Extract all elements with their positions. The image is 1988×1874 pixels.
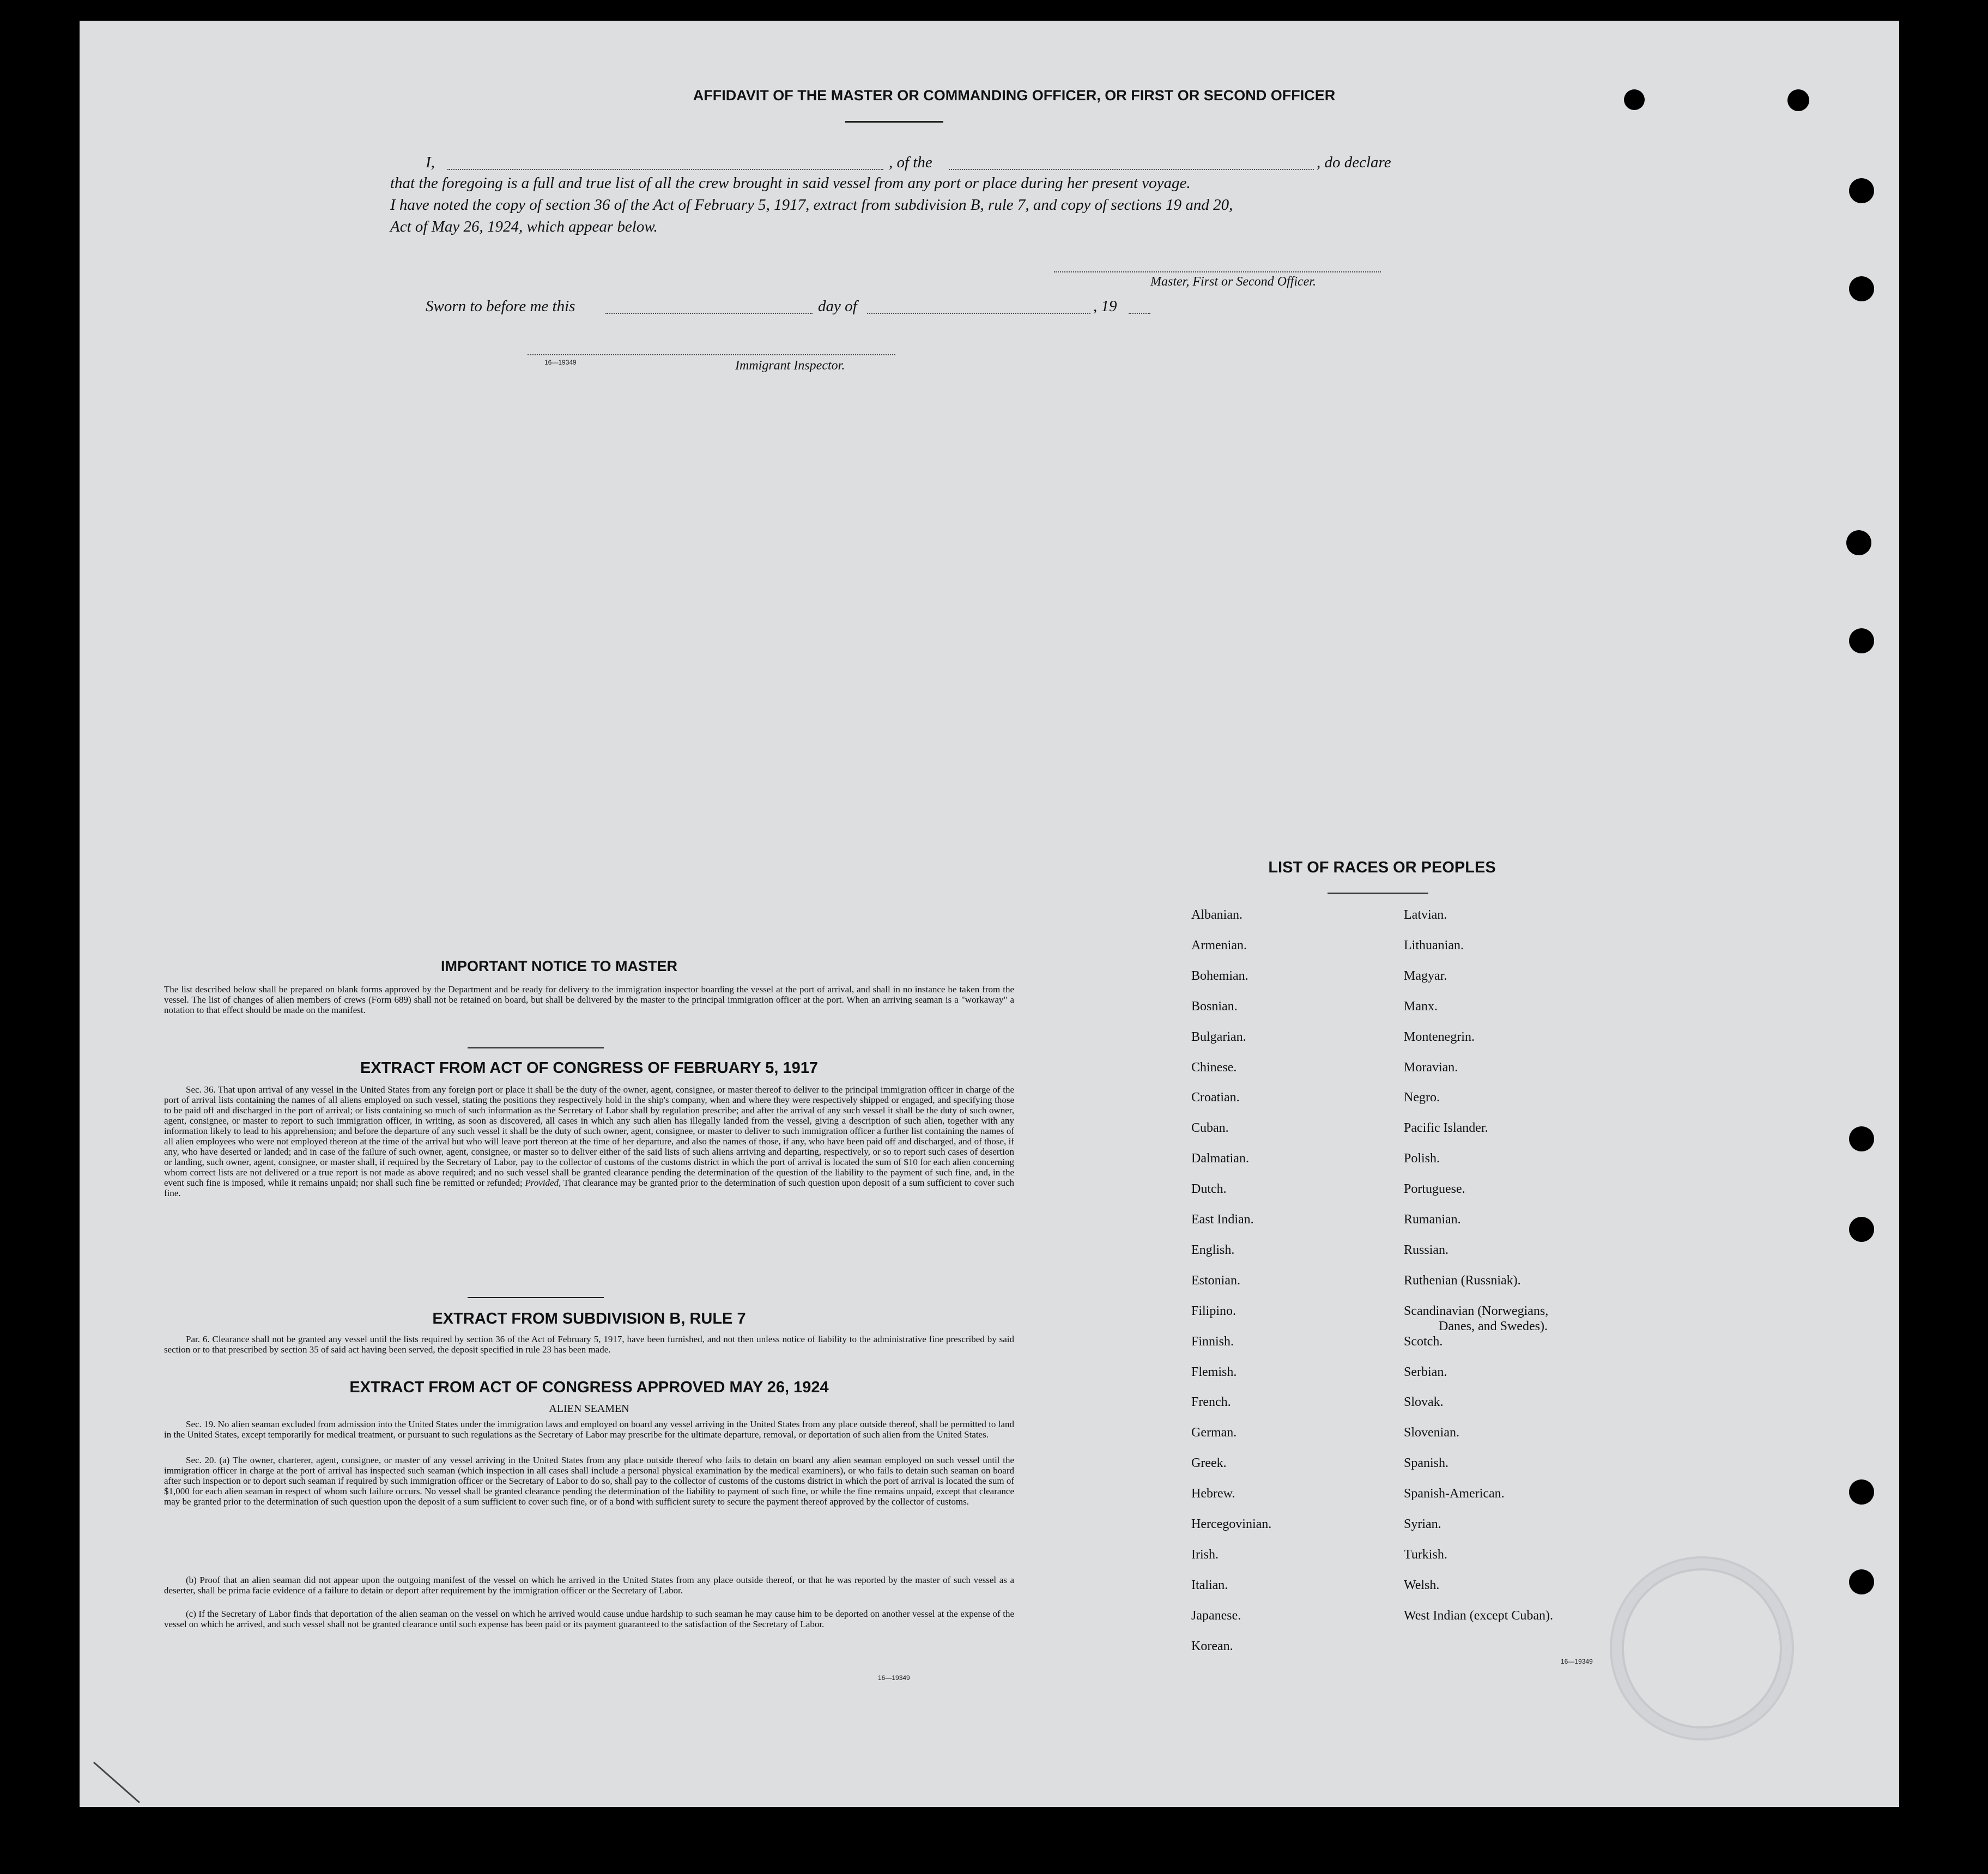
race-item: East Indian. xyxy=(1191,1212,1254,1227)
races-left-column xyxy=(1191,908,1409,1671)
sworn-year-field[interactable] xyxy=(1129,313,1150,314)
extract-1924-sec20a: Sec. 20. (a) The owner, charterer, agent, consignee, or master of any vessel arriving in the United States from any place outside thereof who fails to detain on board any alien seaman employed on such vessel until the immigration officer in charge at the port of arrival has inspected such seaman (which inspection in all cases shall include a personal physical examination by the medical examiners), or who fails to detain such seaman on board after such inspection or to deport such seaman if required by such immigration officer or the Secretary of Labor to do so, shall pay to the collector of customs of the customs district in which the port of arrival is located the sum of $1,000 for each alien seaman in respect of whom such failure occurs. No vessel shall be granted clearance pending the determination of the liability to payment of such fine, or while the fine remains unpaid, except that clearance may be granted prior to the determination of such question upon the deposit of a sum sufficient to cover such fine, or of a bond with sufficient surety to secure the payment thereof approved by the collector of customs. xyxy=(164,1455,1014,1507)
races-title-rule xyxy=(1328,893,1428,894)
vessel-prefix: , of the xyxy=(889,154,932,171)
race-item: Bosnian. xyxy=(1191,999,1238,1014)
extract-1924-sec20b: (b) Proof that an alien seaman did not appear upon the outgoing manifest of the vessel on which he arrived in the United States from any place outside thereof, or that he was reported by the master of such vessel as a deserter, shall be prima facie evidence of a failure to detain or deport after requirement by the immigration officer or the Secretary of Labor. xyxy=(164,1575,1014,1596)
extract-1917-text xyxy=(164,1084,1014,1198)
race-item: Greek. xyxy=(1191,1456,1227,1470)
sworn-day-of: day of xyxy=(818,298,857,315)
sworn-year: , 19 xyxy=(1093,298,1117,315)
race-item: Negro. xyxy=(1404,1090,1440,1105)
punch-hole xyxy=(1849,1126,1874,1151)
race-item: Manx. xyxy=(1404,999,1438,1014)
race-item: Magyar. xyxy=(1404,969,1447,983)
extract-1917-body: That upon arrival of any vessel in the United States from any foreign port or place it shall be the duty of the owner, agent, consignee, or master thereof to deliver to the principal immigration officer in charge of the port of arrival lists containing the names of all aliens employed on such vessel, stating the positions they respectively hold in the ship's company, when and where they were respectively shipped or engaged, and specifying those to be paid off and discharged in the port of arrival; or lists containing so much of such information as the Secretary of Labor shall by regulation prescribe; and after the arrival of any such vessel it shall be the duty of such owner, agent, consignee, or master to report to such immigration officer, in writing, as soon as discovered, all cases in which any such alien has illegally landed from the vessel, giving a description of such alien, together with any information likely to lead to his apprehension; and before the departure of any such vessel it shall be the duty of such owner, agent, consignee, or master to deliver to such immigration officer a further list containing the names of all alien employees who were not employed thereon at the time of the arrival but who will leave port thereon at the time of her departure, and also the names of those, if any, who have been paid off and discharged, and of those, if any, who have deserted or landed; and in case of the failure of such owner, agent, consignee, or master so to deliver either of the said lists of such aliens arriving and departing, respectively, or so to report such cases of desertion or landing, such owner, agent, consignee, or master shall, if required by the Secretary of Labor, pay to the collector of customs of the customs district in which the port of arrival is located the sum of $10 for each alien concerning whom correct lists are not delivered or a true report is not made as above required; and no such vessel shall be granted clearance pending the determination of the question of the liability to the payment of such fine, and, in the event such fine is imposed, while it remains unpaid; nor shall such fine be remitted or refunded; xyxy=(164,1084,1014,1188)
race-item: Slovak. xyxy=(1404,1395,1444,1409)
race-item: Slovenian. xyxy=(1404,1426,1459,1440)
race-item: Hercegovinian. xyxy=(1191,1517,1272,1531)
race-item: Croatian. xyxy=(1191,1090,1240,1105)
punch-hole xyxy=(1846,530,1871,555)
race-item: Welsh. xyxy=(1404,1578,1440,1592)
race-item: Scotch. xyxy=(1404,1335,1443,1349)
race-item: Latvian. xyxy=(1404,908,1447,922)
race-item: Moravian. xyxy=(1404,1060,1458,1075)
punch-hole xyxy=(1787,89,1809,111)
affidavit-title: AFFIDAVIT OF THE MASTER OR COMMANDING OFFICER, OR FIRST OR SECOND OFFICER xyxy=(693,87,1336,104)
race-item: Hebrew. xyxy=(1191,1487,1235,1501)
race-item: Spanish. xyxy=(1404,1456,1449,1470)
race-item: Estonian. xyxy=(1191,1273,1240,1288)
notice-rule xyxy=(468,1047,604,1048)
punch-hole xyxy=(1849,1569,1874,1594)
corner-crease xyxy=(90,1759,156,1808)
extract-1924-form-number: 16—19349 xyxy=(878,1674,910,1682)
notice-title: IMPORTANT NOTICE TO MASTER xyxy=(441,958,677,974)
race-item: Turkish. xyxy=(1404,1548,1447,1562)
sworn-prefix: Sworn to before me this xyxy=(426,298,575,315)
race-item: German. xyxy=(1191,1426,1237,1440)
punch-hole xyxy=(1849,178,1874,203)
signature-label: Master, First or Second Officer. xyxy=(1150,275,1316,289)
race-item: Rumanian. xyxy=(1404,1212,1461,1227)
punch-hole xyxy=(1849,1217,1874,1242)
embossed-seal xyxy=(1610,1556,1794,1740)
race-item: Bohemian. xyxy=(1191,969,1248,983)
race-item: Lithuanian. xyxy=(1404,938,1464,953)
extract-1917-rule xyxy=(468,1297,604,1298)
race-item: West Indian (except Cuban). xyxy=(1404,1609,1553,1623)
inspector-signature-line[interactable] xyxy=(528,354,895,355)
race-item: Flemish. xyxy=(1191,1365,1237,1379)
race-item: Ruthenian (Russniak). xyxy=(1404,1273,1521,1288)
notice-text: The list described below shall be prepared on blank forms approved by the Department and be ready for delivery to the immigration inspector boarding the vessel at the port of arrival, and shall in no instance be taken from the vessel. The list of changes of alien members of crews (Form 689) shall not be retained on board, but shall be delivered by the master to the principal immigration officer at the port. When an arriving seaman is a "workaway" a notation to that effect should be made on the manifest. xyxy=(164,984,1014,1015)
punch-hole xyxy=(1849,276,1874,301)
extract-1917-proviso: That clearance may be granted prior to the determination of such question upon deposit of a sum sufficient to cover such fine. xyxy=(164,1178,1015,1198)
subdivision-b-text: Par. 6. Clearance shall not be granted any vessel until the lists required by section 36 of the Act of February 5, 1917, have been furnished, and not then unless notice of liability to the administrative fine prescribed by said section or to that prescribed by section 35 of said act having been served, the deposit specified in rule 23 has been made. xyxy=(164,1334,1014,1355)
signature-line[interactable] xyxy=(1054,271,1381,272)
race-item: Portuguese. xyxy=(1404,1182,1465,1196)
race-item: Russian. xyxy=(1404,1243,1449,1257)
punch-hole xyxy=(1849,1479,1874,1505)
affidavit-line-3: I have noted the copy of section 36 of the Act of February 5, 1917, extract from subdivision B, rule 7, and copy of sections 19 and 20, xyxy=(390,196,1233,214)
race-item: Dutch. xyxy=(1191,1182,1227,1196)
subdivision-b-title: EXTRACT FROM SUBDIVISION B, RULE 7 xyxy=(432,1310,746,1327)
race-item: Korean. xyxy=(1191,1639,1233,1653)
extract-1924-subtitle: ALIEN SEAMEN xyxy=(549,1403,629,1415)
races-form-number: 16—19349 xyxy=(1561,1658,1593,1665)
race-item: Polish. xyxy=(1404,1151,1440,1166)
affidavit-title-rule xyxy=(845,121,943,123)
race-item: Pacific Islander. xyxy=(1404,1121,1488,1135)
declare-suffix: , do declare xyxy=(1317,154,1391,171)
inspector-form-number: 16—19349 xyxy=(544,359,577,366)
declarant-name-field[interactable] xyxy=(447,169,883,170)
race-item: Danes, and Swedes). xyxy=(1439,1319,1548,1333)
race-item: Armenian. xyxy=(1191,938,1247,953)
extract-1917-title: EXTRACT FROM ACT OF CONGRESS OF FEBRUARY 5, 1917 xyxy=(360,1059,819,1077)
extract-1917-proviso-label: Provided, xyxy=(525,1178,561,1188)
race-item: Finnish. xyxy=(1191,1335,1234,1349)
races-right-column xyxy=(1404,908,1687,1671)
race-item: Spanish-American. xyxy=(1404,1487,1505,1501)
race-item: Cuban. xyxy=(1191,1121,1229,1135)
sworn-day-field[interactable] xyxy=(605,313,813,314)
punch-hole xyxy=(1624,89,1645,110)
races-title: LIST OF RACES OR PEOPLES xyxy=(1268,859,1496,876)
race-item: Montenegrin. xyxy=(1404,1030,1475,1044)
race-item: English. xyxy=(1191,1243,1235,1257)
race-item: Bulgarian. xyxy=(1191,1030,1246,1044)
race-item: Irish. xyxy=(1191,1548,1219,1562)
race-item: French. xyxy=(1191,1395,1231,1409)
race-item: Scandinavian (Norwegians, xyxy=(1404,1304,1549,1318)
inspector-label: Immigrant Inspector. xyxy=(735,359,845,373)
extract-1924-title: EXTRACT FROM ACT OF CONGRESS APPROVED MAY 26, 1924 xyxy=(349,1379,829,1396)
punch-hole xyxy=(1849,628,1874,653)
race-item: Italian. xyxy=(1191,1578,1228,1592)
extract-1917-section: Sec. 36. xyxy=(186,1084,216,1095)
race-item: Serbian. xyxy=(1404,1365,1447,1379)
race-item: Chinese. xyxy=(1191,1060,1237,1075)
sworn-line xyxy=(426,298,1298,317)
affidavit-line-4: Act of May 26, 1924, which appear below. xyxy=(390,218,658,235)
race-item: Japanese. xyxy=(1191,1609,1241,1623)
vessel-name-field[interactable] xyxy=(949,169,1314,170)
affidavit-line-1 xyxy=(426,154,1494,173)
race-item: Syrian. xyxy=(1404,1517,1441,1531)
extract-1924-sec20c: (c) If the Secretary of Labor finds that deportation of the alien seaman on the vessel on which he arrived would cause undue hardship to such seaman he may cause him to be deported on another vessel at the expense of the vessel on which he arrived, and such vessel shall not be granted clearance until such expense has been paid or its payment guaranteed to the satisfaction of the Secretary of Labor. xyxy=(164,1609,1014,1629)
extract-1924-sec19: Sec. 19. No alien seaman excluded from admission into the United States under the immigration laws and employed on board any vessel arriving in the United States from any place outside thereof, shall be permitted to land in the United States, except temporarily for medical treatment, or pursuant to such regulations as the Secretary of Labor may prescribe for the ultimate departure, removal, or deportation of such alien from the United States. xyxy=(164,1419,1014,1440)
affidavit-line-2: that the foregoing is a full and true list of all the crew brought in said vessel from any port or place during her present voyage. xyxy=(390,174,1191,192)
sworn-month-field[interactable] xyxy=(867,313,1090,314)
document-page xyxy=(80,21,1899,1807)
race-item: Dalmatian. xyxy=(1191,1151,1249,1166)
declarant-prefix: I, xyxy=(426,154,435,171)
race-item: Filipino. xyxy=(1191,1304,1237,1318)
race-item: Albanian. xyxy=(1191,908,1242,922)
